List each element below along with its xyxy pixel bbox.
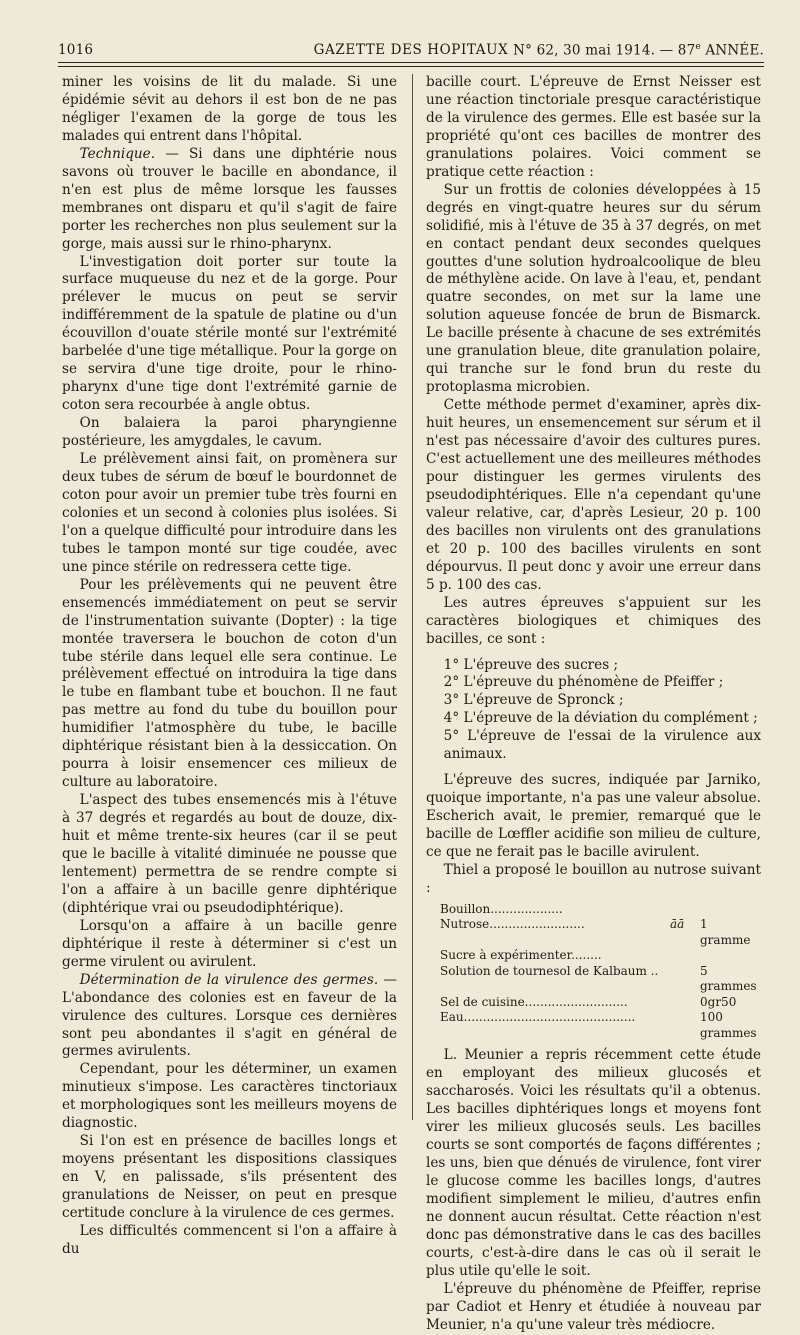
spacer [426,649,761,657]
paragraph: Sur un frottis de colonies développées à 15 degrés en vingt-quatre heures sur du sérum solidifié, mis à l'étuve de 35 à 37 degrés, on met en contact pendant deux secondes quelques gouttes d'une solution hydroalcoolique de bleu de méthylène acide. On lave à l'eau, et, pendant quatre secondes, on met sur la lame une solution aqueuse foncée de brun de Bismarck. Le bacille présente à chacune de ses extrémités une granulation bleue, dite granulation polaire, qui tranche sur le fond brun du reste du protoplasma microbien. [426,181,761,396]
ana-mark [670,902,700,918]
paragraph [62,972,397,1062]
recipe-row [440,902,761,918]
paragraph: L'épreuve du phénomène de Pfeiffer, reprise par Cadiot et Henry et étudiée à nouveau par Meunier, n'a qu'une valeur très médiocre. [426,1280,761,1333]
list-item: 3° L'épreuve de Spronck ; [443,692,624,709]
paragraph: Le prélèvement ainsi fait, on promènera sur deux tubes de sérum de bœuf le bourdonnet de coton pour avoir un premier tube très fourni en colonies et un second à colonies plus isolées. Si l'on a quelque difficulté pour introduire dans les tubes le tampon monté sur tige coudée, avec une pince stérile on redressera cette tige. [62,451,397,575]
running-header [58,40,764,62]
paragraph: Cependant, pour les déterminer, un examen minutieux s'impose. Les caractères tinctoriaux et morphologiques sont les meilleurs moyens de diagnostic. [62,1061,397,1132]
quantity [700,902,761,918]
quantity: 1 gramme [700,917,751,947]
paragraph: Si l'on est en présence de bacilles longs et moyens présentant les dispositions classiques en V, en palissade, s'ils présentent des granulations de Neisser, on peut en presque certitude conclure à la virulence de ces germes. [62,1133,397,1222]
ingredient: Sucre à expérimenter........ [440,948,602,963]
list-item: 4° L'épreuve de la déviation du complément ; [443,710,758,727]
section-heading-technique: Technique. [79,145,156,162]
list-item: 2° L'épreuve du phénomène de Pfeiffer ; [443,674,724,691]
recipe-row [440,995,761,1011]
paragraph: Les difficultés commencent si l'on a affaire à du [62,1223,397,1257]
recipe-table [440,902,761,1042]
paragraph: Les autres épreuves s'appuient sur les caractères biologiques et chimiques des bacilles, ce sont : [426,594,761,647]
ingredient: Sel de cuisine........................... [440,994,628,1009]
paragraph: L'épreuve des sucres, indiquée par Jarniko, quoique importante, n'a pas une valeur absolue. Escherich avait, le premier, remarqué que le bacille de Lœffler acidifie son milieu de culture, ce que ne ferait pas le bacille avirulent. [426,772,761,861]
quantity [700,948,761,964]
spacer [426,764,761,772]
column-divider [412,74,413,1120]
quantity: 0gr50 [700,994,737,1009]
recipe-row [440,917,761,948]
right-column [426,74,761,1335]
header-rule-top [58,62,764,63]
journal-title: GAZETTE DES HOPITAUX [313,42,509,58]
recipe-row [440,1010,761,1041]
paragraph: L. Meunier a repris récemment cette étude en employant des milieux glucosés et saccharosés. Voici les résultats qu'il a obtenus. Les bacilles diphtériques longs et moyens font virer les milieux glucosés seuls. Les bacilles courts se sont comportés de façons différentes ; les uns, bien que dénués de virulence, font virer le glucose comme les bacilles longs, d'autres modifient simplement le milieu, d'autres enfin ne donnent aucun résultat. Cette réaction n'est donc pas démonstrative dans le cas des bacilles courts, c'est-à-dire dans le cas où il serait le plus utile qu'elle le soit. [426,1047,761,1279]
paragraph: On balaiera la paroi pharyngienne postérieure, les amygdales, le cavum. [62,415,397,450]
paragraph: Lorsqu'on a affaire à un bacille genre diphtérique il reste à déterminer si c'est un germe virulent ou avirulent. [62,917,397,970]
ingredient: Eau............................................. [440,1010,636,1025]
paragraph: L'investigation doit porter sur toute la surface muqueuse du nez et de la gorge. Pour prélever le mucus on peut se servir indifféremment de la spatule de platine ou d'un écouvillon d'ouate stérile monté sur l'extrémité barbelée d'une tige métallique. Pour la gorge on se servira d'une tige droite, pour le rhino-pharynx d'une tige dont l'extrémité garnie de coton sera recourbée à angle obtus. [62,253,397,414]
header-rule-bottom [58,66,764,67]
ingredient: Nutrose......................... [440,917,585,932]
ingredient: Bouillon................... [440,901,563,916]
list-item: 1° L'épreuve des sucres ; [443,656,619,673]
paragraph: Pour les prélèvements qui ne peuvent être ensemencés immédiatement on peut se servir de l'instrumentation suivante (Dopter) : la tige montée traversera le bouchon de coton d'un tube stérile dans lequel elle sera continue. Le prélèvement effectué on introduira la tige dans le tube en flambant tube et bouchon. Il ne faut pas mettre au fond du tube du bouillon pour humidifier l'atmosphère du tube, le bacille diphtérique résistant bien à la dessiccation. On pourra à loisir ensemencer ces milieux de culture au laboratoire. [62,576,397,791]
quantity: 100 grammes [700,1010,757,1040]
paragraph: bacille court. L'épreuve de Ernst Neisser est une réaction tinctoriale presque caractéristique de la virulence des germes. Elle est basée sur la propriété qu'ont ces bacilles de montrer des granulations polaires. Voici comment se pratique cette réaction : [426,74,761,180]
recipe-row [440,948,761,964]
issue-suffix: ANNÉE. [700,42,764,59]
recipe-row [440,964,761,995]
ingredient: Solution de tournesol de Kalbaum .. [440,963,659,978]
ana-mark [670,995,700,1011]
paragraph-text: — L'abondance des colonies est en faveur de la virulence des cultures. Lorsque ces dernières sont peu abondantes il s'agit en général de germes avirulents. [62,971,397,1060]
list-item: 5° L'épreuve de l'essai de la virulence aux animaux. [443,728,761,763]
page-number: 1016 [58,42,94,58]
issue-info [513,42,764,59]
ana-mark [670,964,700,995]
ana-mark: āā [670,917,685,932]
paragraph: L'aspect des tubes ensemencés mis à l'étuve à 37 degrés et regardés au bout de douze, dix-huit et même trente-six heures (car il se peut que le bacille à vitalité diminuée ne pousse que lentement) permettra de se rendre compte si l'on a affaire à un bacille genre diphtérique (diphtérique vrai ou pseudodiphtérique). [62,792,397,916]
quantity: 5 grammes [700,963,757,994]
ana-mark [670,1010,700,1041]
paragraph: Thiel a proposé le bouillon au nutrose suivant : [426,861,761,896]
paragraph [62,146,397,254]
issue-prefix: N° 62, 30 mai 1914. — 87 [513,42,696,59]
paragraph: Cette méthode permet d'examiner, après dix-huit heures, un ensemencement sur sérum et il n'est pas nécessaire d'avoir des cultures pures. C'est actuellement une des meilleures méthodes pour distinguer les germes virulents des pseudodiphtériques. Elle n'a cependant qu'une valeur relative, car, d'après Lesieur, 20 p. 100 des bacilles non virulents ont des granulations et 20 p. 100 des bacilles virulents en sont dépourvus. Il peut donc y avoir une erreur dans 5 p. 100 des cas. [426,397,761,593]
paragraph-text: — Si dans une diphtérie nous savons où trouver le bacille en abondance, il n'en est plus de même lorsque les fausses membranes ont disparu et qu'il s'agit de faire porter les recherches non plus seulement sur la gorge, mais aussi sur le rhino-pharynx. [62,145,397,252]
paragraph: miner les voisins de lit du malade. Si une épidémie sévit au dehors il est bon de ne pas négliger l'examen de la gorge de tous les malades qui entrent dans l'hôpital. [62,74,397,144]
section-heading-virulence: Détermination de la virulence des germes. [79,971,379,988]
issue-sup: e [695,42,701,52]
ana-mark [670,948,700,964]
left-column [62,74,397,1259]
